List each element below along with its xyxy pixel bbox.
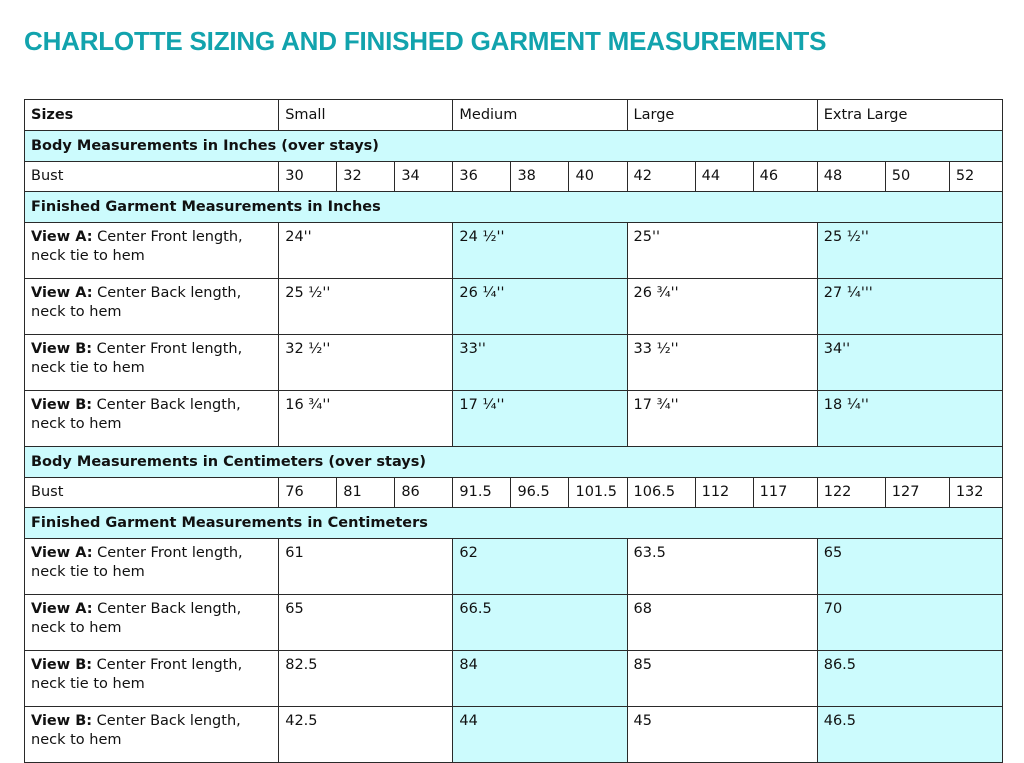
measurement-value: 24 ½'' [453, 223, 627, 279]
measurement-label [25, 279, 279, 335]
measurement-description: Center Back length, neck to hem [31, 397, 241, 432]
measurement-description: Center Front length, neck tie to hem [31, 229, 243, 264]
size-extra-large-header: Extra Large [817, 100, 1002, 131]
view-label: View B: [31, 657, 93, 673]
bust-value: 76 [279, 478, 337, 508]
view-label: View B: [31, 341, 93, 357]
view-label: View A: [31, 229, 93, 245]
measurement-value: 44 [453, 707, 627, 763]
bust-value: 48 [817, 162, 885, 192]
measurement-value: 16 ¾'' [279, 391, 453, 447]
view-label: View A: [31, 545, 93, 561]
measurement-description: Center Front length, neck tie to hem [31, 545, 243, 580]
section-row [25, 508, 1003, 539]
bust-value: 132 [949, 478, 1002, 508]
measurement-value: 46.5 [817, 707, 1002, 763]
section-row [25, 447, 1003, 478]
bust-value: 52 [949, 162, 1002, 192]
measurement-value: 33 ½'' [627, 335, 817, 391]
bust-value: 34 [395, 162, 453, 192]
size-large-header: Large [627, 100, 817, 131]
measurement-value: 18 ¼'' [817, 391, 1002, 447]
measurement-value: 26 ¼'' [453, 279, 627, 335]
measurement-value: 27 ¼''' [817, 279, 1002, 335]
bust-label: Bust [25, 478, 279, 508]
measurement-value: 82.5 [279, 651, 453, 707]
measurement-value: 42.5 [279, 707, 453, 763]
bust-value: 38 [511, 162, 569, 192]
measurement-value: 65 [817, 539, 1002, 595]
view-label: View A: [31, 601, 93, 617]
bust-value: 40 [569, 162, 627, 192]
measurement-value: 68 [627, 595, 817, 651]
measurement-value: 65 [279, 595, 453, 651]
measurement-value: 62 [453, 539, 627, 595]
measurement-label [25, 335, 279, 391]
bust-value: 86 [395, 478, 453, 508]
view-label: View B: [31, 397, 93, 413]
bust-value: 30 [279, 162, 337, 192]
measurement-value: 86.5 [817, 651, 1002, 707]
measurement-value: 25 ½'' [817, 223, 1002, 279]
measurement-value: 45 [627, 707, 817, 763]
size-small-header: Small [279, 100, 453, 131]
measurement-value: 70 [817, 595, 1002, 651]
section-row [25, 192, 1003, 223]
bust-value: 81 [337, 478, 395, 508]
bust-value: 101.5 [569, 478, 627, 508]
measurement-value: 17 ¾'' [627, 391, 817, 447]
measurement-value: 84 [453, 651, 627, 707]
size-medium-header: Medium [453, 100, 627, 131]
measurement-label [25, 539, 279, 595]
measurement-label [25, 391, 279, 447]
bust-label: Bust [25, 162, 279, 192]
measurement-value: 66.5 [453, 595, 627, 651]
measurement-description: Center Front length, neck tie to hem [31, 657, 243, 692]
measurement-value: 34'' [817, 335, 1002, 391]
section-heading: Finished Garment Measurements in Inches [25, 192, 1003, 223]
bust-value: 32 [337, 162, 395, 192]
measurement-label [25, 223, 279, 279]
measurement-value: 33'' [453, 335, 627, 391]
measurement-description: Center Back length, neck to hem [31, 601, 242, 636]
sizing-table [24, 99, 1003, 763]
view-label: View B: [31, 713, 93, 729]
view-label: View A: [31, 285, 93, 301]
section-row [25, 131, 1003, 162]
measurement-row [25, 335, 1003, 391]
measurement-value: 63.5 [627, 539, 817, 595]
measurement-value: 17 ¼'' [453, 391, 627, 447]
bust-value: 50 [885, 162, 949, 192]
page-title: CHARLOTTE SIZING AND FINISHED GARMENT MEASUREMENTS [24, 26, 827, 56]
section-heading: Body Measurements in Inches (over stays) [25, 131, 1003, 162]
bust-row [25, 478, 1003, 508]
measurement-row [25, 651, 1003, 707]
measurement-value: 25'' [627, 223, 817, 279]
bust-value: 36 [453, 162, 511, 192]
bust-value: 42 [627, 162, 695, 192]
measurement-row [25, 391, 1003, 447]
bust-value: 122 [817, 478, 885, 508]
measurement-row [25, 223, 1003, 279]
measurement-description: Center Front length, neck tie to hem [31, 341, 243, 376]
measurement-label [25, 651, 279, 707]
bust-value: 112 [695, 478, 753, 508]
bust-value: 91.5 [453, 478, 511, 508]
header-row [25, 100, 1003, 131]
bust-value: 96.5 [511, 478, 569, 508]
measurement-value: 24'' [279, 223, 453, 279]
bust-row [25, 162, 1003, 192]
measurement-row [25, 707, 1003, 763]
bust-value: 44 [695, 162, 753, 192]
section-heading: Finished Garment Measurements in Centimeters [25, 508, 1003, 539]
section-heading: Body Measurements in Centimeters (over stays) [25, 447, 1003, 478]
measurement-row [25, 539, 1003, 595]
measurement-value: 26 ¾'' [627, 279, 817, 335]
bust-value: 106.5 [627, 478, 695, 508]
bust-value: 46 [753, 162, 817, 192]
bust-value: 127 [885, 478, 949, 508]
measurement-row [25, 279, 1003, 335]
measurement-label [25, 595, 279, 651]
measurement-label [25, 707, 279, 763]
bust-value: 117 [753, 478, 817, 508]
measurement-row [25, 595, 1003, 651]
measurement-value: 61 [279, 539, 453, 595]
measurement-value: 25 ½'' [279, 279, 453, 335]
measurement-description: Center Back length, neck to hem [31, 285, 242, 320]
sizes-header: Sizes [25, 100, 279, 131]
measurement-description: Center Back length, neck to hem [31, 713, 241, 748]
measurement-value: 85 [627, 651, 817, 707]
measurement-value: 32 ½'' [279, 335, 453, 391]
